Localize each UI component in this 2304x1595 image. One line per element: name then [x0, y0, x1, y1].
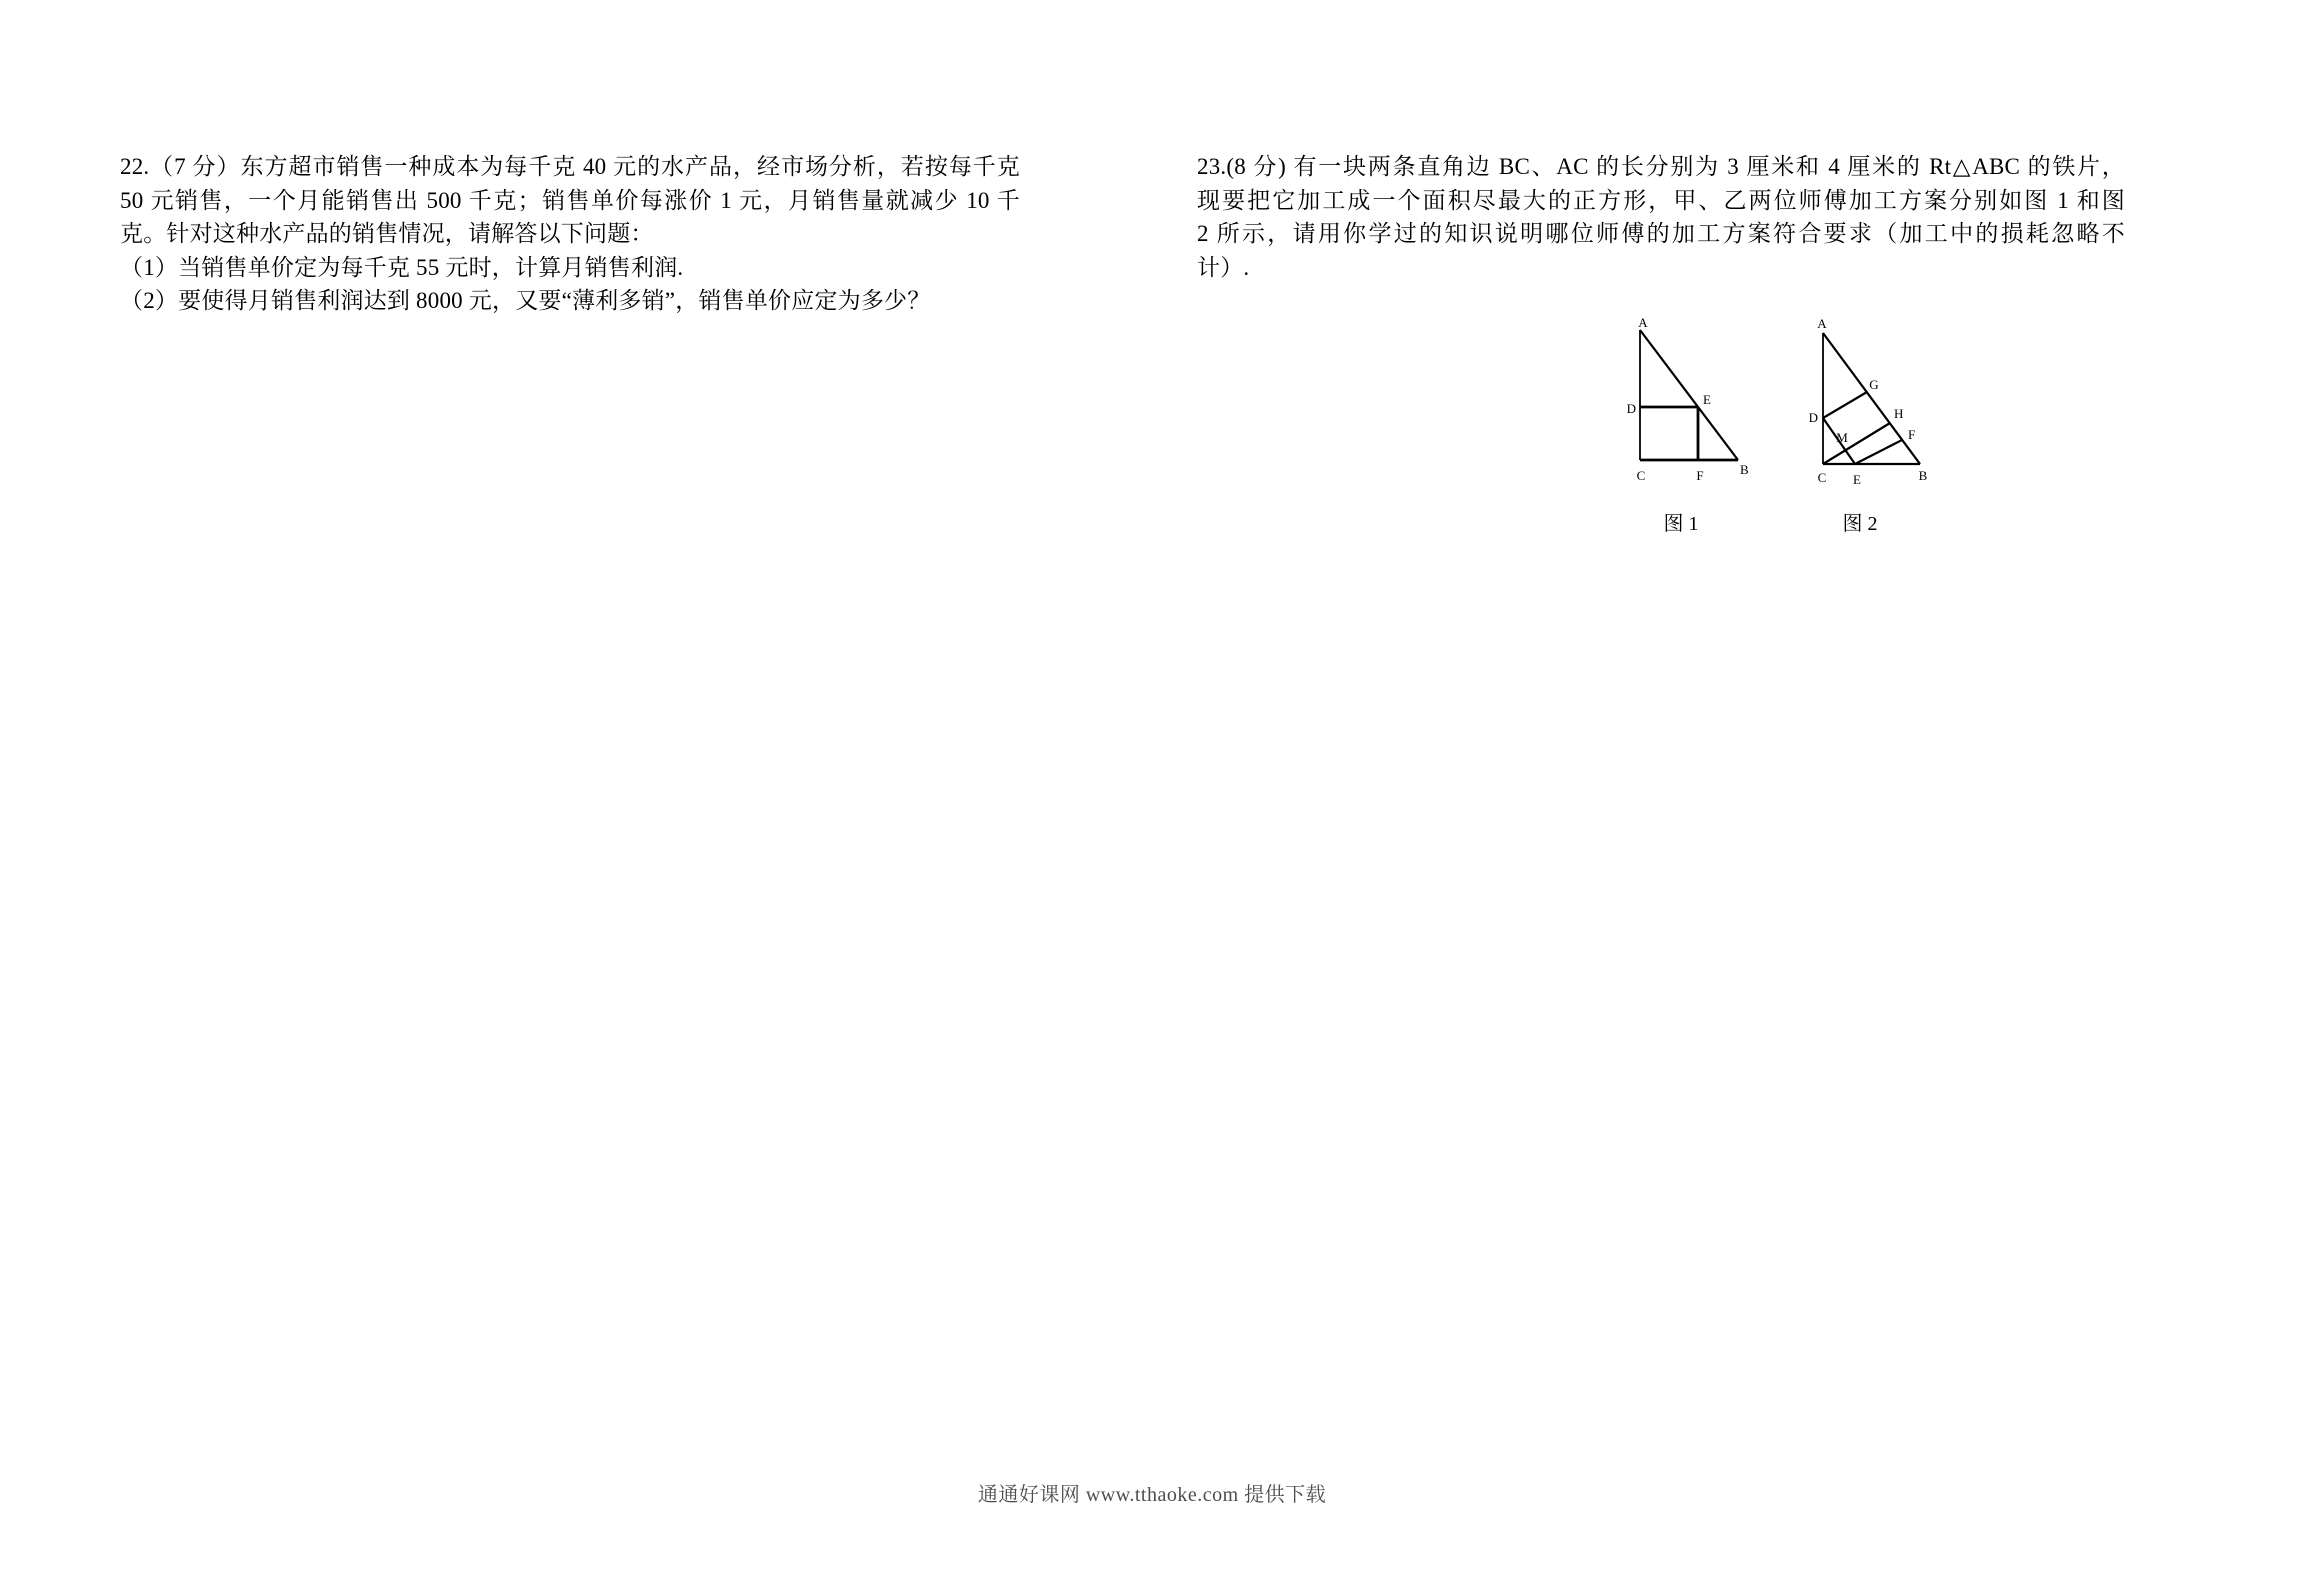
fig2-point-label-E: E: [1853, 472, 1861, 487]
problem-22: [120, 150, 1020, 318]
fig1-point-label-E: E: [1703, 392, 1711, 407]
p23-line-1: 23.(8 分) 有一块两条直角边 BC、AC 的长分别为 3 厘米和 4 厘米的 Rt△ABC 的铁片，: [1197, 154, 2125, 179]
fig1-edge-AB: [1640, 330, 1738, 460]
problem-23: [1197, 150, 2125, 284]
fig2-point-label-D: D: [1808, 410, 1818, 425]
site-footer: 通通好课网 www.tthaoke.com 提供下载: [977, 1484, 1327, 1506]
fig2-point-label-B: B: [1918, 468, 1928, 483]
fig2-point-label-C: C: [1817, 470, 1827, 485]
fig1-point-label-B: B: [1740, 462, 1749, 477]
p22-line-1: 22.（7 分）东方超市销售一种成本为每千克 40 元的水产品，经市场分析，若按每千克: [120, 154, 1020, 179]
fig2-edge-CH: [1823, 423, 1890, 464]
figure-2-caption: 图 2: [1842, 513, 1878, 535]
figure-1: [1596, 300, 1766, 490]
p23-line-4: 计）.: [1197, 254, 1250, 280]
fig1-point-label-F: F: [1696, 468, 1704, 483]
fig2-edge-EF: [1855, 440, 1902, 464]
figure-1-drawing: [1596, 300, 1766, 490]
fig2-point-label-F: F: [1908, 427, 1916, 442]
p22-line-2: 50 元销售，一个月能销售出 500 千克；销售单价每涨价 1 元，月销售量就减少 10 千: [120, 187, 1020, 213]
fig2-point-label-M: M: [1836, 430, 1848, 445]
fig2-edge-DG: [1823, 392, 1867, 418]
p22-line-5: （2）要使得月销售利润达到 8000 元，又要“薄利多销”，销售单价应定为多少？: [120, 288, 931, 314]
figure-2-drawing: [1780, 300, 1950, 490]
fig2-point-label-A: A: [1817, 316, 1827, 331]
fig1-point-label-D: D: [1626, 401, 1636, 416]
p23-line-2: 现要把它加工成一个面积尽最大的正方形，甲、乙两位师傅加工方案分别如图 1 和图: [1197, 187, 2125, 213]
fig2-point-label-H: H: [1894, 406, 1904, 421]
fig2-point-label-G: G: [1869, 377, 1879, 392]
fig1-point-label-C: C: [1636, 468, 1646, 483]
figure-2: [1780, 300, 1950, 490]
p23-line-3: 2 所示，请用你学过的知识说明哪位师傅的加工方案符合要求（加工中的损耗忽略不: [1197, 221, 2125, 247]
fig1-point-label-A: A: [1638, 315, 1648, 330]
p22-line-3: 克。针对这种水产品的销售情况，请解答以下问题：: [120, 221, 654, 247]
p22-line-4: （1）当销售单价定为每千克 55 元时，计算月销售利润.: [120, 254, 684, 280]
figure-1-caption: 图 1: [1663, 513, 1699, 535]
